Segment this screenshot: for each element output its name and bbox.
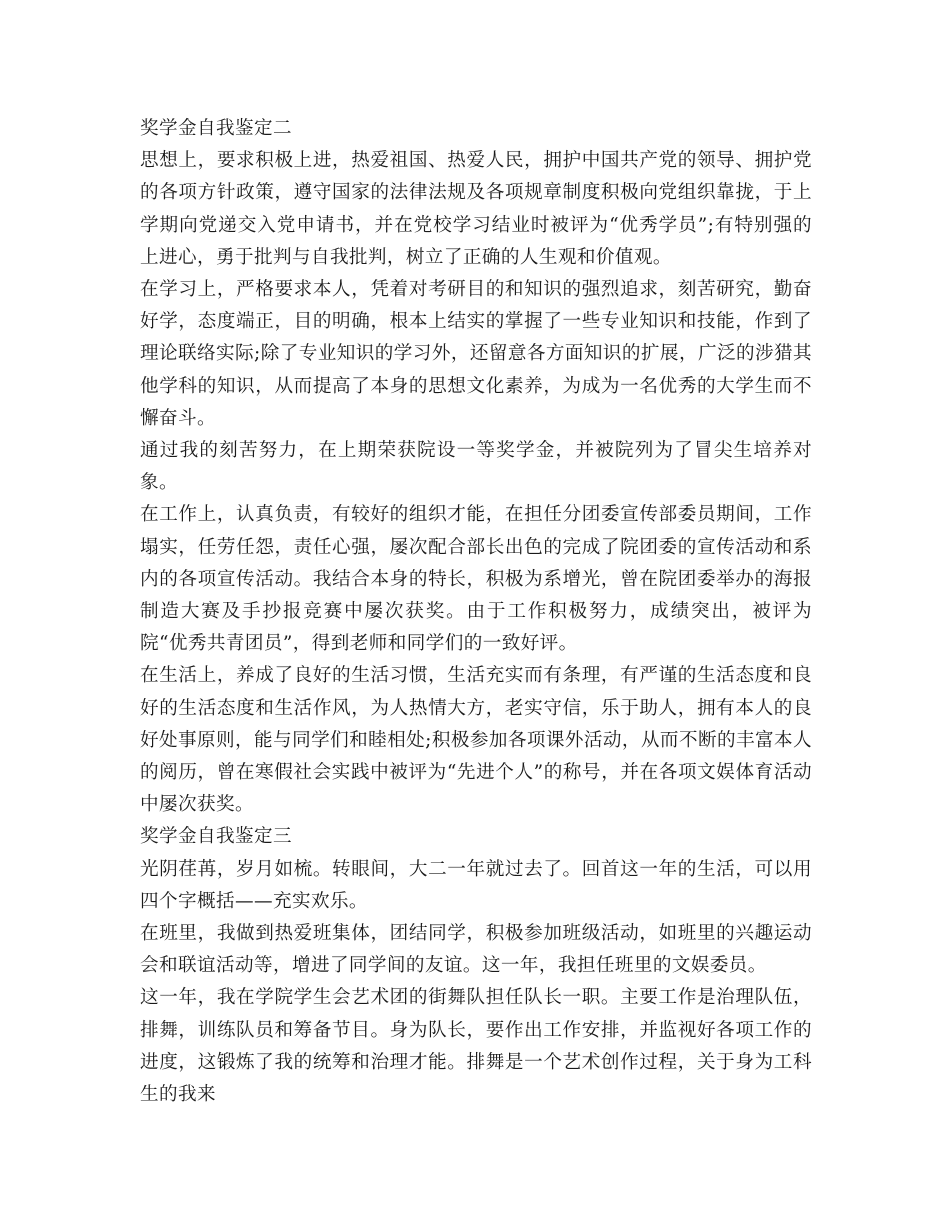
paragraph-work: 在工作上，认真负责，有较好的组织才能，在担任分团委宣传部委员期间，工作塌实，任劳任怨，责任心强，屡次配合部长出色的完成了院团委的宣传活动和系内的各项宣传活动。我结合本身的特长，积极为系增光，曾在院团委举办的海报制造大赛及手抄报竞赛中屡次获奖。由于工作积极努力，成绩突出，被评为院“优秀共青团员”，得到老师和同学们的一致好评。 [140,504,812,655]
paragraph-study: 在学习上，严格要求本人，凭着对考研目的和知识的强烈追求，刻苦研究，勤奋好学，态度端正，目的明确，根本上结实的掌握了一些专业知识和技能，作到了理论联络实际;除了专业知识的学习外，还留意各方面知识的扩展，广泛的涉猎其他学科的知识，从而提高了本身的思想文化素养，为成为一名优秀的大学生而不懈奋斗。 [140,279,812,429]
paragraph-scholarship: 通过我的刻苦努力，在上期荣获院设一等奖学金，并被院列为了冒尖生培养对象。 [140,440,812,494]
section-heading-2: 奖学金自我鉴定二 [140,118,292,139]
paragraph-intro: 光阴荏苒，岁月如梳。转眼间，大二一年就过去了。回首这一年的生活，可以用四个字概括——充实欢乐。 [140,858,812,912]
paragraph-life: 在生活上，养成了良好的生活习惯，生活充实而有条理，有严谨的生活态度和良好的生活态度和生活作风，为人热情大方，老实守信，乐于助人，拥有本人的良好处事原则，能与同学们和睦相处;积极参加各项课外活动，从而不断的丰富本人的阅历，曾在寒假社会实践中被评为“先进个人”的称号，并在各项文娱体育活动中屡次获奖。 [140,665,812,816]
paragraph-dance-team: 这一年，我在学院学生会艺术团的街舞队担任队长一职。主要工作是治理队伍，排舞，训练队员和筹备节目。身为队长，要作出工作安排，并监视好各项工作的进度，这锻炼了我的统筹和治理才能。排舞是一个艺术创作过程，关于身为工科生的我来 [140,987,812,1106]
section-heading-3: 奖学金自我鉴定三 [140,826,292,848]
paragraph-class: 在班里，我做到热爱班集体，团结同学，积极参加班级活动，如班里的兴趣运动会和联谊活动等，增进了同学间的友谊。这一年，我担任班里的文娱委员。 [140,923,812,977]
document-page [140,113,812,1111]
paragraph-ideology: 思想上，要求积极上进，热爱祖国、热爱人民，拥护中国共产党的领导、拥护党的各项方针政策，遵守国家的法律法规及各项规章制度积极向党组织靠拢，于上学期向党递交入党申请书，并在党校学习结业时被评为“优秀学员”;有特别强的上进心，勇于批判与自我批判，树立了正确的人生观和价值观。 [140,150,812,268]
